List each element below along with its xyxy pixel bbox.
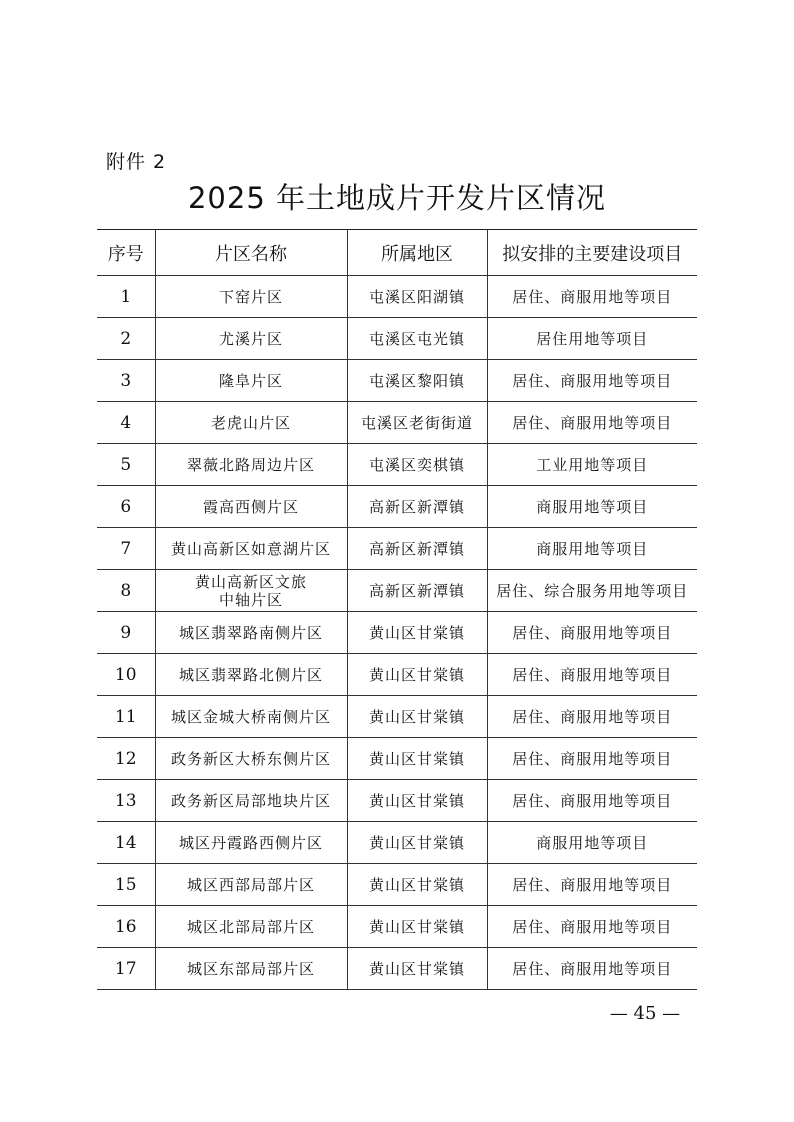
table-row bbox=[97, 906, 697, 948]
cell-zone-name: 隆阜片区 bbox=[155, 360, 347, 402]
cell-serial-number: 15 bbox=[97, 864, 155, 906]
cell-region: 黄山区甘棠镇 bbox=[347, 654, 487, 696]
table-row bbox=[97, 528, 697, 570]
cell-serial-number: 7 bbox=[97, 528, 155, 570]
cell-zone-name: 政务新区局部地块片区 bbox=[155, 780, 347, 822]
cell-planned-projects: 居住、商服用地等项目 bbox=[487, 738, 697, 780]
cell-zone-name: 政务新区大桥东侧片区 bbox=[155, 738, 347, 780]
land-development-table bbox=[97, 229, 697, 990]
cell-serial-number: 12 bbox=[97, 738, 155, 780]
table-row bbox=[97, 948, 697, 990]
table-row bbox=[97, 780, 697, 822]
cell-serial-number: 14 bbox=[97, 822, 155, 864]
table-row bbox=[97, 696, 697, 738]
cell-zone-name: 城区翡翠路北侧片区 bbox=[155, 654, 347, 696]
cell-planned-projects: 商服用地等项目 bbox=[487, 528, 697, 570]
table-row bbox=[97, 444, 697, 486]
cell-serial-number: 9 bbox=[97, 612, 155, 654]
table-header-row bbox=[97, 230, 697, 276]
land-development-table-container bbox=[97, 229, 697, 990]
cell-planned-projects: 居住用地等项目 bbox=[487, 318, 697, 360]
table-row bbox=[97, 486, 697, 528]
cell-zone-name: 霞高西侧片区 bbox=[155, 486, 347, 528]
cell-serial-number: 8 bbox=[97, 570, 155, 612]
cell-zone-name: 城区翡翠路南侧片区 bbox=[155, 612, 347, 654]
cell-region: 黄山区甘棠镇 bbox=[347, 906, 487, 948]
cell-serial-number: 3 bbox=[97, 360, 155, 402]
cell-serial-number: 10 bbox=[97, 654, 155, 696]
cell-region: 黄山区甘棠镇 bbox=[347, 822, 487, 864]
table-row bbox=[97, 864, 697, 906]
cell-planned-projects: 居住、商服用地等项目 bbox=[487, 402, 697, 444]
cell-planned-projects: 居住、商服用地等项目 bbox=[487, 360, 697, 402]
cell-zone-name: 城区北部局部片区 bbox=[155, 906, 347, 948]
cell-serial-number: 16 bbox=[97, 906, 155, 948]
cell-zone-name: 城区丹霞路西侧片区 bbox=[155, 822, 347, 864]
cell-zone-name: 老虎山片区 bbox=[155, 402, 347, 444]
cell-zone-name: 城区东部局部片区 bbox=[155, 948, 347, 990]
cell-planned-projects: 居住、商服用地等项目 bbox=[487, 864, 697, 906]
table-row bbox=[97, 570, 697, 612]
header-zone-name: 片区名称 bbox=[155, 230, 347, 276]
cell-planned-projects: 居住、商服用地等项目 bbox=[487, 696, 697, 738]
cell-planned-projects: 居住、商服用地等项目 bbox=[487, 948, 697, 990]
cell-zone-name: 黄山高新区文旅 中轴片区 bbox=[155, 570, 347, 612]
cell-serial-number: 4 bbox=[97, 402, 155, 444]
cell-region: 高新区新潭镇 bbox=[347, 486, 487, 528]
table-body bbox=[97, 276, 697, 990]
attachment-label: 附件 2 bbox=[106, 151, 167, 173]
cell-region: 黄山区甘棠镇 bbox=[347, 948, 487, 990]
cell-serial-number: 1 bbox=[97, 276, 155, 318]
table-row bbox=[97, 738, 697, 780]
cell-zone-name: 翠薇北路周边片区 bbox=[155, 444, 347, 486]
cell-planned-projects: 居住、商服用地等项目 bbox=[487, 906, 697, 948]
header-region: 所属地区 bbox=[347, 230, 487, 276]
cell-planned-projects: 商服用地等项目 bbox=[487, 486, 697, 528]
cell-planned-projects: 商服用地等项目 bbox=[487, 822, 697, 864]
cell-zone-name: 城区金城大桥南侧片区 bbox=[155, 696, 347, 738]
cell-planned-projects: 居住、综合服务用地等项目 bbox=[487, 570, 697, 612]
cell-zone-name: 下窑片区 bbox=[155, 276, 347, 318]
table-row bbox=[97, 612, 697, 654]
header-planned-projects: 拟安排的主要建设项目 bbox=[487, 230, 697, 276]
table-row bbox=[97, 654, 697, 696]
cell-planned-projects: 居住、商服用地等项目 bbox=[487, 654, 697, 696]
cell-region: 高新区新潭镇 bbox=[347, 570, 487, 612]
cell-region: 屯溪区黎阳镇 bbox=[347, 360, 487, 402]
table-row bbox=[97, 276, 697, 318]
cell-planned-projects: 居住、商服用地等项目 bbox=[487, 276, 697, 318]
table-row bbox=[97, 402, 697, 444]
cell-region: 黄山区甘棠镇 bbox=[347, 696, 487, 738]
page-title: 2025 年土地成片开发片区情况 bbox=[187, 181, 607, 215]
cell-serial-number: 6 bbox=[97, 486, 155, 528]
cell-region: 屯溪区老街街道 bbox=[347, 402, 487, 444]
cell-region: 屯溪区屯光镇 bbox=[347, 318, 487, 360]
cell-planned-projects: 工业用地等项目 bbox=[487, 444, 697, 486]
cell-region: 黄山区甘棠镇 bbox=[347, 864, 487, 906]
cell-zone-name: 城区西部局部片区 bbox=[155, 864, 347, 906]
cell-planned-projects: 居住、商服用地等项目 bbox=[487, 612, 697, 654]
cell-region: 黄山区甘棠镇 bbox=[347, 738, 487, 780]
table-row bbox=[97, 360, 697, 402]
cell-region: 黄山区甘棠镇 bbox=[347, 780, 487, 822]
cell-serial-number: 2 bbox=[97, 318, 155, 360]
header-serial-number: 序号 bbox=[97, 230, 155, 276]
cell-region: 高新区新潭镇 bbox=[347, 528, 487, 570]
cell-planned-projects: 居住、商服用地等项目 bbox=[487, 780, 697, 822]
page-number: — 45 — bbox=[609, 1003, 681, 1024]
cell-region: 黄山区甘棠镇 bbox=[347, 612, 487, 654]
cell-region: 屯溪区阳湖镇 bbox=[347, 276, 487, 318]
cell-zone-name: 尤溪片区 bbox=[155, 318, 347, 360]
cell-zone-name: 黄山高新区如意湖片区 bbox=[155, 528, 347, 570]
table-row bbox=[97, 318, 697, 360]
cell-serial-number: 13 bbox=[97, 780, 155, 822]
cell-serial-number: 5 bbox=[97, 444, 155, 486]
cell-region: 屯溪区奕棋镇 bbox=[347, 444, 487, 486]
table-row bbox=[97, 822, 697, 864]
cell-serial-number: 11 bbox=[97, 696, 155, 738]
cell-serial-number: 17 bbox=[97, 948, 155, 990]
